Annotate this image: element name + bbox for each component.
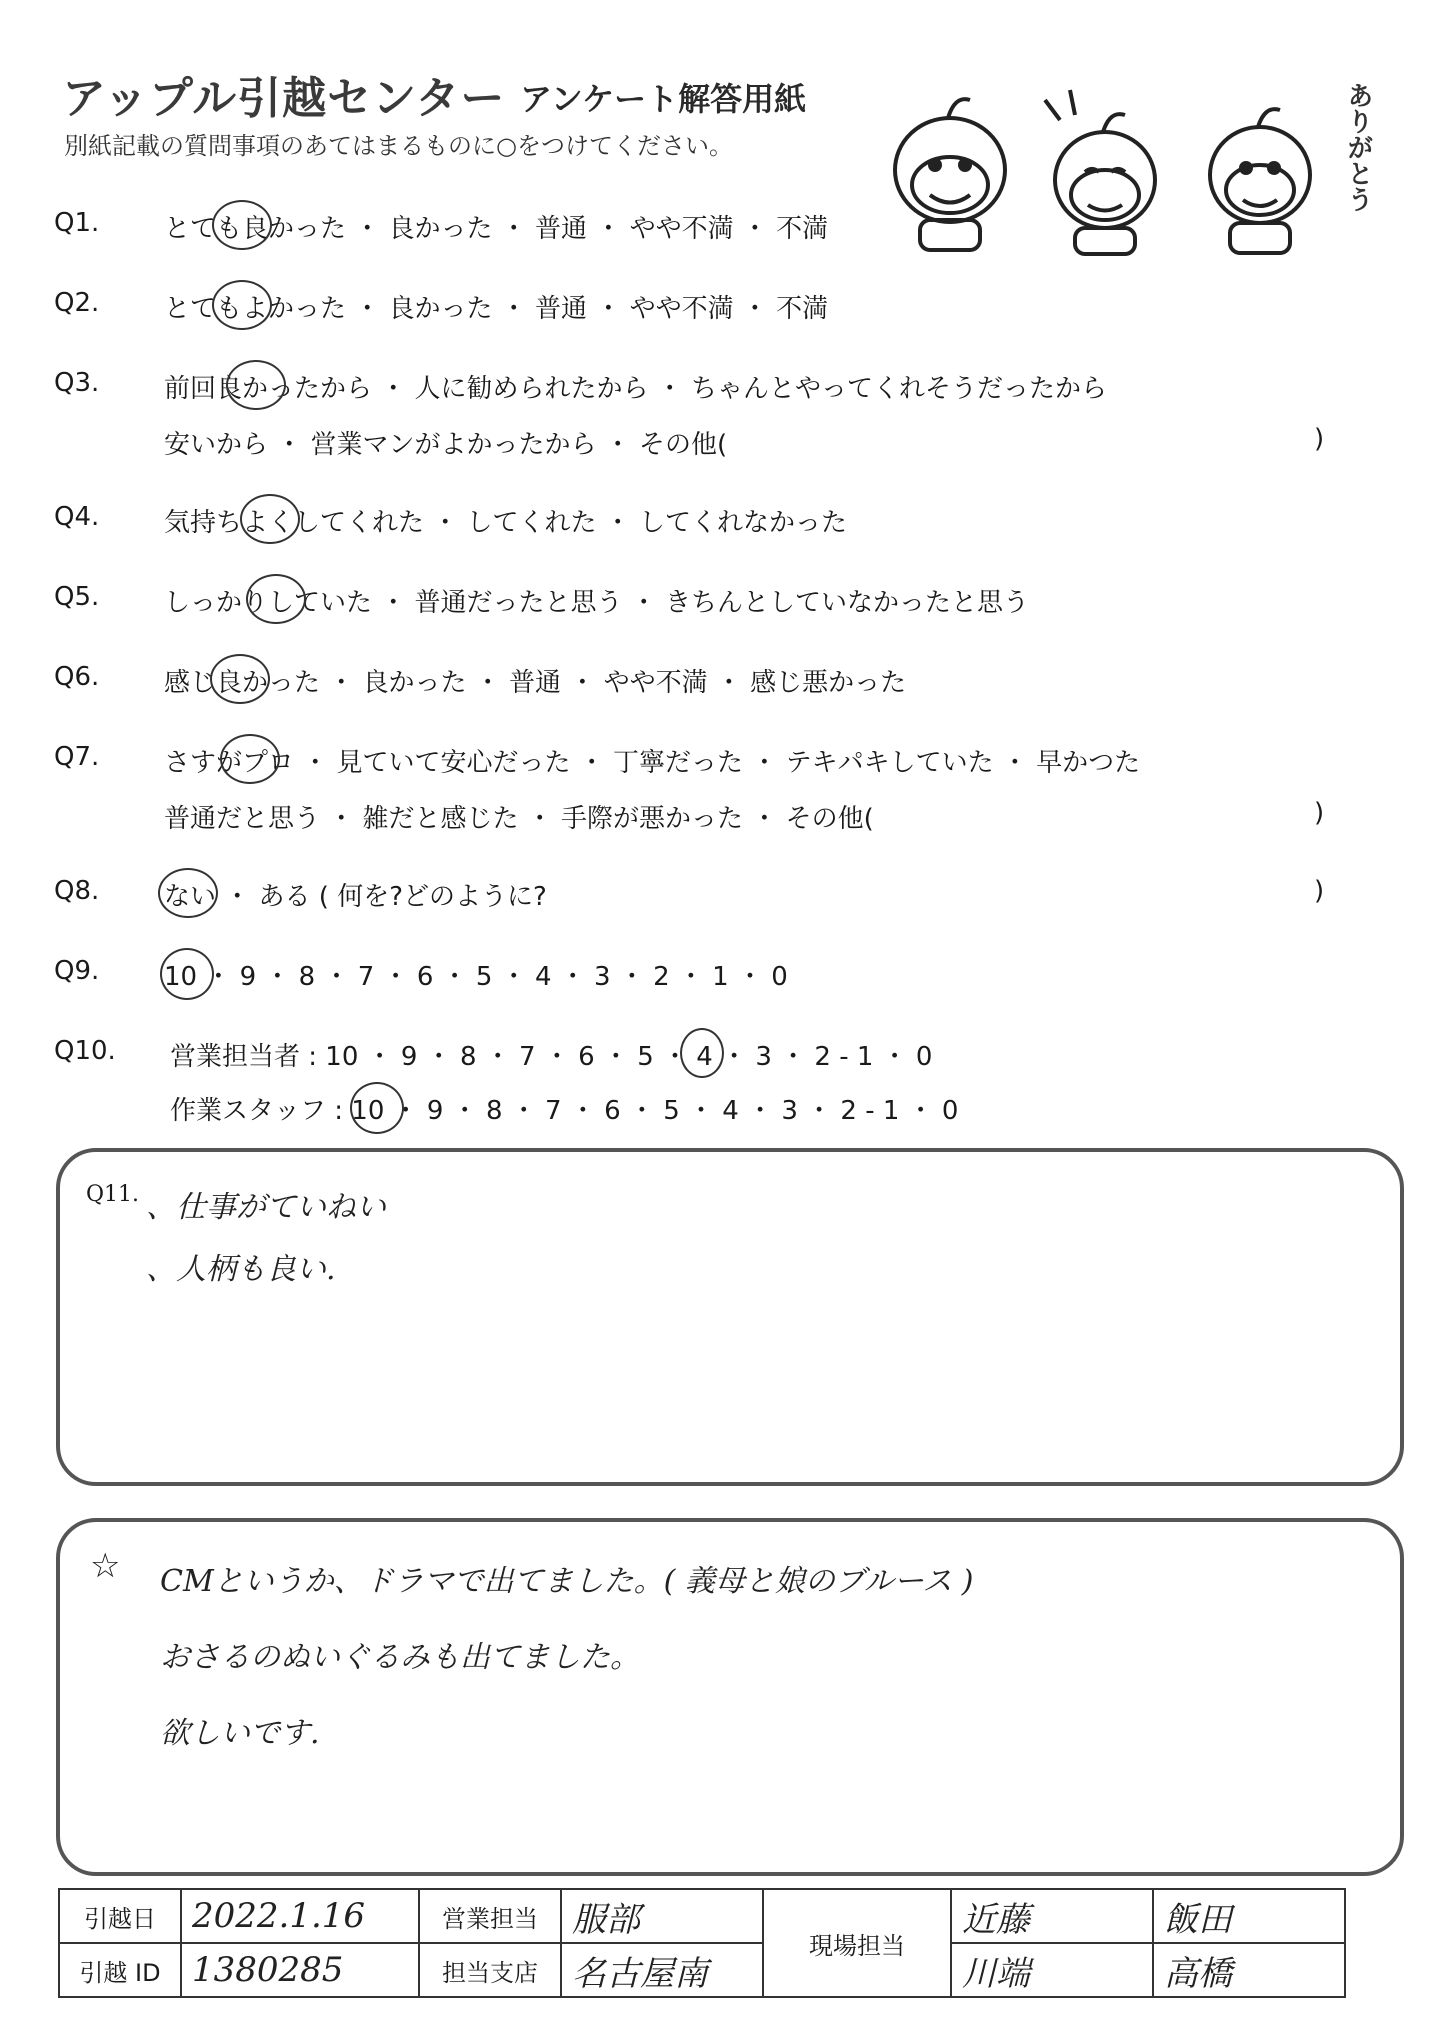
- instruction-text: 別紙記載の質問事項のあてはまるものに○をつけてください。: [64, 132, 733, 160]
- branch-value: 名古屋南: [561, 1943, 763, 1997]
- answer-circle: [160, 948, 214, 1000]
- q11-comment-box: [56, 1148, 1404, 1486]
- question-options-line2: 安いから ・ 営業マンがよかったから ・ その他(: [164, 430, 728, 460]
- question-options: とても良かった ・ 良かった ・ 普通 ・ やや不満 ・ 不満: [164, 214, 829, 244]
- close-paren: ): [1314, 424, 1325, 454]
- question-label: Q6.: [54, 662, 100, 692]
- star-comment-box: [56, 1518, 1404, 1876]
- move-id-value: 1380285: [181, 1943, 419, 1997]
- mascot-thanks-text: ありがとう: [1343, 82, 1373, 212]
- answer-circle: [240, 494, 300, 544]
- answer-circle: [220, 734, 280, 784]
- question-options-sales: 営業担当者 : 10 ・ 9 ・ 8 ・ 7 ・ 6 ・ 5 ・ 4 ・ 3 ・ 2 - 1 ・ 0: [170, 1042, 933, 1072]
- sales-label: 営業担当: [419, 1889, 561, 1943]
- close-paren: ): [1314, 798, 1325, 828]
- question-label: Q8.: [54, 876, 100, 906]
- question-label: Q5.: [54, 582, 100, 612]
- company-name: アップル引越センター: [62, 73, 506, 124]
- question-label: Q7.: [54, 742, 100, 772]
- question-options: しっかりしていた ・ 普通だったと思う ・ きちんとしていなかったと思う: [164, 588, 1030, 618]
- question-label: Q2.: [54, 288, 100, 318]
- site-staff-value: 飯田: [1153, 1889, 1345, 1943]
- answer-circle: [210, 654, 270, 704]
- monkey-mascots-illustration: [880, 60, 1360, 260]
- branch-label: 担当支店: [419, 1943, 561, 1997]
- monkey-mascot-center: [1045, 90, 1155, 254]
- close-paren: ): [1314, 876, 1325, 906]
- form-title: アンケート解答用紙: [520, 80, 807, 118]
- move-date-label: 引越日: [59, 1889, 181, 1943]
- question-options: さすがプロ ・ 見ていて安心だった ・ 丁寧だった ・ テキパキしていた ・ 早かつた: [164, 748, 1141, 778]
- star-handwritten-line: おさるのぬいぐるみも出てました。: [160, 1640, 640, 1675]
- answer-circle: [158, 868, 218, 918]
- question-options: ない ・ ある ( 何を?どのように?: [164, 882, 547, 912]
- answer-circle: [350, 1082, 404, 1134]
- question-options-staff: 作業スタッフ : 10 ・ 9 ・ 8 ・ 7 ・ 6 ・ 5 ・ 4 ・ 3 ・ 2 - 1 ・ 0: [170, 1096, 959, 1126]
- question-label: Q10.: [54, 1036, 116, 1066]
- question-label: Q3.: [54, 368, 100, 398]
- question-options-line2: 普通だと思う ・ 雑だと感じた ・ 手際が悪かった ・ その他(: [164, 804, 874, 834]
- answer-circle: [246, 574, 306, 624]
- move-date-value: 2022.1.16: [181, 1889, 419, 1943]
- question-options: 前回良かったから ・ 人に勧められたから ・ ちゃんとやってくれそうだったから: [164, 374, 1108, 404]
- q11-handwritten-line: 、仕事がていねい: [146, 1190, 386, 1225]
- q11-handwritten-line: 、人柄も良い.: [146, 1252, 336, 1287]
- footer-info-table: [58, 1888, 1346, 1998]
- question-options: 10 ・ 9 ・ 8 ・ 7 ・ 6 ・ 5 ・ 4 ・ 3 ・ 2 ・ 1 ・ 0: [164, 962, 788, 992]
- monkey-mascot-left: [895, 99, 1005, 250]
- answer-circle: [680, 1028, 724, 1078]
- question-options: 気持ちよくしてくれた ・ してくれた ・ してくれなかった: [164, 508, 848, 538]
- answer-circle: [212, 280, 272, 330]
- answer-circle: [212, 200, 272, 250]
- site-staff-value: 川端: [951, 1943, 1153, 1997]
- question-options: とてもよかった ・ 良かった ・ 普通 ・ やや不満 ・ 不満: [164, 294, 829, 324]
- star-icon: ☆: [90, 1546, 121, 1586]
- sales-person-value: 服部: [561, 1889, 763, 1943]
- move-id-label: 引越 ID: [59, 1943, 181, 1997]
- site-staff-value: 近藤: [951, 1889, 1153, 1943]
- star-handwritten-line: CMというか、ドラマで出てました。( 義母と娘のブルース ): [160, 1564, 974, 1599]
- site-staff-label: 現場担当: [763, 1889, 951, 1997]
- question-label: Q1.: [54, 208, 100, 238]
- question-label: Q4.: [54, 502, 100, 532]
- star-handwritten-line: 欲しいです.: [160, 1716, 320, 1751]
- monkey-mascot-right: [1210, 109, 1310, 253]
- question-options: 感じ良かった ・ 良かった ・ 普通 ・ やや不満 ・ 感じ悪かった: [164, 668, 907, 698]
- answer-circle: [226, 360, 286, 410]
- question-label: Q9.: [54, 956, 100, 986]
- q11-label: Q11.: [86, 1182, 140, 1207]
- site-staff-value: 高橋: [1153, 1943, 1345, 1997]
